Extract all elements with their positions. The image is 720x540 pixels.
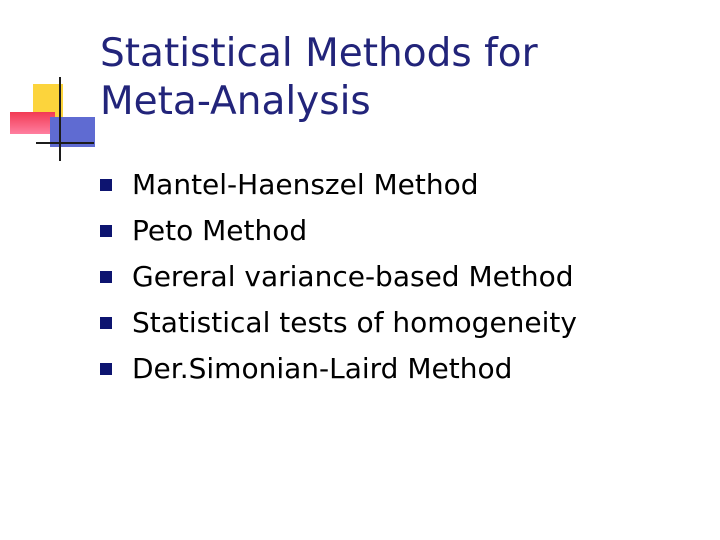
bullet-item xyxy=(100,346,700,392)
bullet-item xyxy=(100,300,700,346)
bullet-list xyxy=(100,162,700,392)
bullet-text: Der.Simonian-Laird Method xyxy=(132,352,513,385)
square-bullet-icon xyxy=(100,317,112,329)
bullet-text: Gereral variance-based Method xyxy=(132,260,574,293)
bullet-text: Statistical tests of homogeneity xyxy=(132,306,577,339)
ornament-horizontal-line xyxy=(36,142,94,144)
slide-title: Statistical Methods for Meta-Analysis xyxy=(100,31,538,124)
square-bullet-icon xyxy=(100,271,112,283)
ornament-red-bar xyxy=(10,112,55,134)
square-bullet-icon xyxy=(100,225,112,237)
square-bullet-icon xyxy=(100,179,112,191)
bullet-text: Mantel-Haenszel Method xyxy=(132,168,479,201)
bullet-item xyxy=(100,162,700,208)
square-bullet-icon xyxy=(100,363,112,375)
bullet-text: Peto Method xyxy=(132,214,308,247)
ornament-vertical-line xyxy=(59,77,61,161)
bullet-item xyxy=(100,208,700,254)
bullet-item xyxy=(100,254,700,300)
